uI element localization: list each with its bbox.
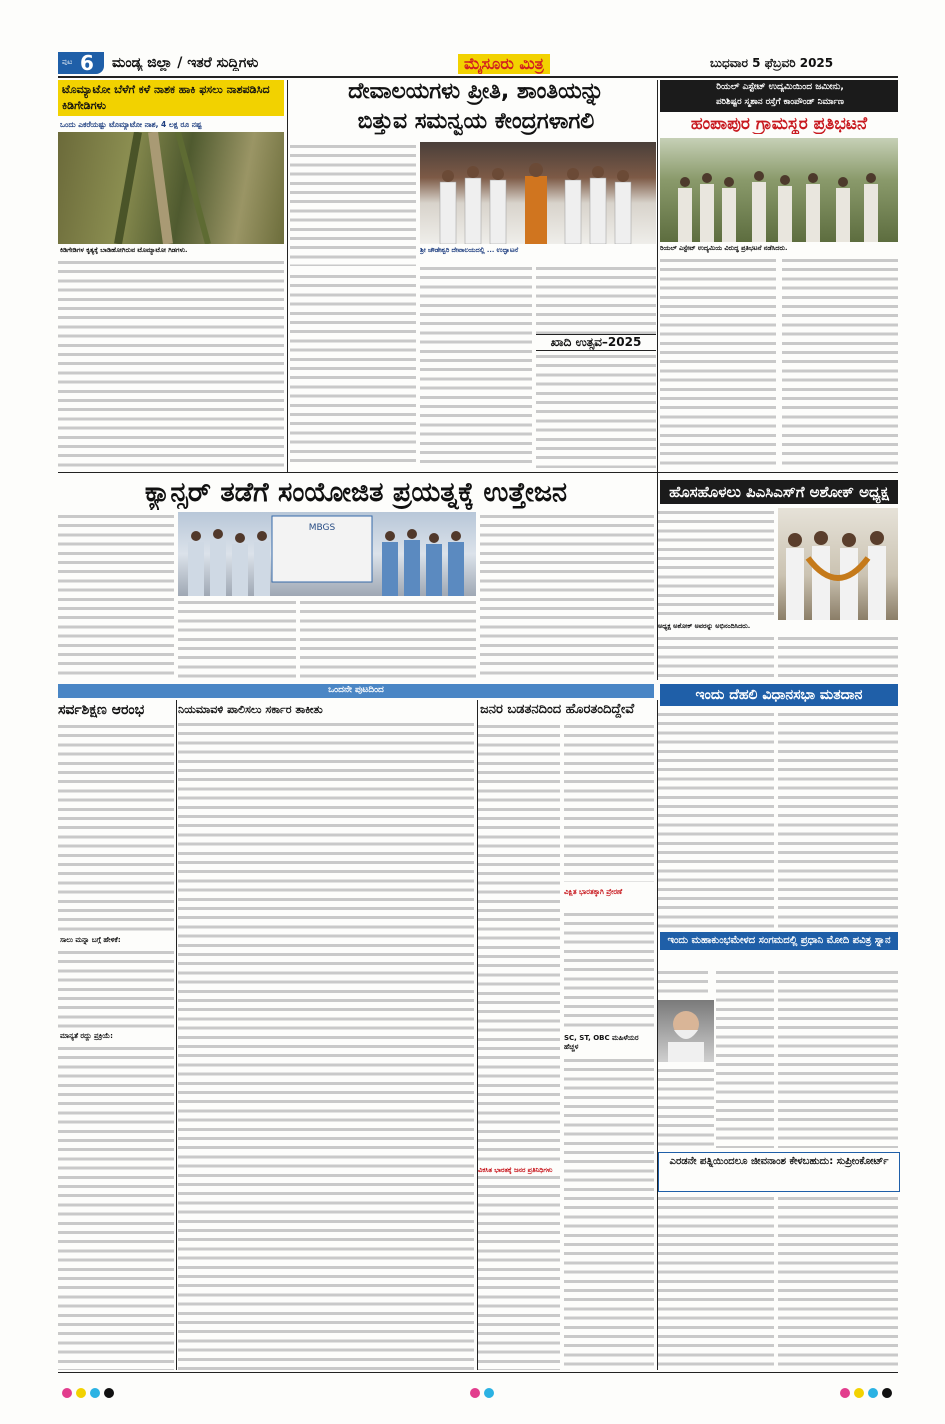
hosaholalu-body-3	[778, 634, 898, 678]
registration-mark	[854, 1388, 864, 1398]
sarvashiksha-subhead-1: ಸಾಲು ಮನ್ನಾ ಬಗ್ಗೆ ಹೇಳಿಕೆ:	[60, 936, 121, 944]
sarvashiksha-body-3	[58, 1044, 174, 1370]
bottom-rule	[58, 1372, 898, 1373]
janara-subhead-3: SC, ST, OBC ಮಹಿಳೆಯರ ಹೆಚ್ಚಳ	[564, 1034, 639, 1051]
hosaholalu-photo	[778, 508, 898, 620]
tomato-headline: ಟೊಮ್ಯಾಟೋ ಬೆಳೆಗೆ ಕಳೆ ನಾಶಕ ಹಾಕಿ ಫಸಲು ನಾಶಪಡಿಸಿದ ಕಿಡಿಗೇಡಿಗಳು	[62, 83, 270, 112]
pm-portrait-graphic	[658, 1000, 714, 1062]
felicitation-graphic	[778, 508, 898, 620]
registration-mark	[104, 1388, 114, 1398]
tomato-caption: ಕಿಡಿಗೇಡಿಗಳ ಕೃತ್ಯಕ್ಕೆ ಬಾಡಿಹೋಗಿರುವ ಟೊಮ್ಯಾಟೋ ಗಿಡಗಳು.	[60, 246, 188, 254]
column-rule	[657, 700, 658, 1370]
khadi-body	[536, 352, 656, 468]
hampapura-kicker-2: ಪರಿಶಿಷ್ಟರ ಸ್ಮಶಾನ ರಸ್ತೆಗೆ ಕಾಂಪೌಂಡ್ ನಿರ್ಮಾಣ	[716, 97, 844, 107]
tomato-subhead: ಒಂದು ಎಕರೆಯಷ್ಟು ಟೊಮ್ಯಾಟೋ ನಾಶ, 4 ಲಕ್ಷ ರೂ ನಷ್ಟ	[60, 120, 202, 129]
temples-headline-line2: ಬಿತ್ತುವ ಸಮನ್ವಯ ಕೇಂದ್ರಗಳಾಗಲಿ	[357, 109, 595, 134]
registration-mark	[868, 1388, 878, 1398]
delhi-headline: ಇಂದು ದೆಹಲಿ ವಿಧಾನಸಭಾ ಮತದಾನ	[660, 684, 898, 706]
kumbh-body-3	[658, 1066, 714, 1148]
registration-mark	[76, 1388, 86, 1398]
temples-body-right	[536, 264, 656, 334]
temples-body-left	[290, 142, 416, 266]
marriage-body-2	[778, 1194, 898, 1370]
marriage-headline: ಎರಡನೇ ಪತ್ನಿಯಿಂದಲೂ ಜೀವನಾಂಶ ಕೇಳಬಹುದು: ಸುಪ್ರೀಂಕೋರ್ಟ್	[669, 1156, 889, 1167]
hampapura-protest-photo	[660, 138, 898, 242]
sarvashiksha-body-1	[58, 722, 174, 932]
row1-rule	[58, 472, 898, 473]
cancer-body-2	[178, 598, 296, 678]
kumbh-body-2	[716, 968, 774, 1148]
page-label: ಪುಟ	[62, 58, 73, 66]
cancer-group-graphic	[178, 512, 476, 596]
column-rule	[287, 80, 288, 472]
issue-date: ಬುಧವಾರ 5 ಫೆಬ್ರವರಿ 2025	[710, 56, 834, 70]
hampapura-body-right	[782, 256, 898, 468]
hampapura-headline: ಹಂಪಾಪುರ ಗ್ರಾಮಸ್ಥರ ಪ್ರತಿಭಟನೆ	[690, 114, 868, 134]
hampapura-caption: ರಿಯಲ್ ಎಸ್ಟೇಟ್ ಉದ್ಯಮಿಯ ವಿರುದ್ಧ ಪ್ರತಿಭಟನೆ ನಡೆಸಿದರು.	[660, 244, 788, 252]
page-number-badge	[58, 52, 104, 74]
temple-people-graphic	[420, 142, 656, 244]
registration-mark	[470, 1388, 480, 1398]
registration-mark	[882, 1388, 892, 1398]
delhi-body-1	[658, 710, 774, 928]
policy-headline: ನಿಯಮಾವಳಿ ಪಾಲಿಸಲು ಸರ್ಕಾರ ತಾಕೀತು	[178, 703, 323, 716]
column-rule	[657, 80, 658, 680]
khadi-heading: ಖಾದಿ ಉತ್ಸವ–2025	[536, 334, 656, 351]
column-rule	[176, 700, 177, 1370]
column-rule	[477, 700, 478, 1370]
protest-crowd-graphic	[660, 138, 898, 242]
cancer-event-photo	[178, 512, 476, 596]
paper-name: ಮೈಸೂರು ಮಿತ್ರ	[458, 54, 550, 74]
masthead	[58, 52, 898, 76]
hosaholalu-body-1	[658, 508, 774, 620]
continued-banner	[58, 684, 654, 698]
delhi-body-2	[778, 710, 898, 928]
temples-body-middle	[420, 264, 532, 468]
registration-mark	[90, 1388, 100, 1398]
policy-body-1	[178, 720, 474, 1370]
hampapura-kicker-1: ರಿಯಲ್ ಎಸ್ಟೇಟ್ ಉದ್ಯಮಿಯಿಂದ ಜಮೀನು,	[716, 82, 844, 92]
hampapura-body-left	[660, 256, 776, 468]
janara-headline: ಜನರ ಬಡತನದಿಂದ ಹೊರತಂದಿದ್ದೇವೆ	[480, 702, 635, 717]
cancer-body-1	[58, 512, 174, 678]
page-number: 6	[80, 51, 94, 75]
kumbh-body-4	[778, 968, 898, 1148]
temples-body-left-2	[290, 272, 416, 468]
temple-inauguration-photo	[420, 142, 656, 244]
hosaholalu-caption: ಅಧ್ಯಕ್ಷ ಅಶೋಕ್ ಅವರನ್ನು ಅಭಿನಂದಿಸಿದರು.	[658, 622, 751, 630]
registration-mark	[840, 1388, 850, 1398]
sarvashiksha-subhead-2: ಮಾನ್ಯತೆ ರದ್ದು ಪ್ರಕ್ರಿಯೆ:	[60, 1032, 113, 1040]
janara-body-2	[564, 722, 654, 882]
registration-mark	[62, 1388, 72, 1398]
janara-body-3	[564, 910, 654, 1030]
registration-mark	[484, 1388, 494, 1398]
cancer-banner-text: MBGS	[308, 523, 336, 533]
tomato-body	[58, 258, 284, 468]
tomato-field-photo	[58, 132, 284, 244]
marriage-body-1	[658, 1194, 774, 1370]
pm-portrait-photo	[658, 1000, 714, 1062]
janara-body-1	[478, 722, 560, 1370]
temple-caption: ಶ್ರೀ ಚೌಡೇಶ್ವರಿ ದೇವಾಲಯದಲ್ಲಿ ... ಉದ್ಘಾಟನೆ	[420, 246, 519, 254]
janara-body-4	[564, 1056, 654, 1370]
section-title: ಮಂಡ್ಯ ಜಿಲ್ಲಾ / ಇತರೆ ಸುದ್ದಿಗಳು	[112, 55, 259, 71]
cancer-body-3	[300, 598, 476, 678]
temples-headline-line1: ದೇವಾಲಯಗಳು ಪ್ರೀತಿ, ಶಾಂತಿಯನ್ನು	[348, 79, 604, 104]
hosaholalu-headline: ಹೊಸಹೊಳಲು ಪಿಎಸಿಎಸ್‌ಗೆ ಅಶೋಕ್ ಅಧ್ಯಕ್ಷ	[660, 480, 898, 504]
cancer-body-4	[480, 512, 654, 678]
cancer-headline: ಕ್ಯಾನ್ಸರ್ ತಡೆಗೆ ಸಂಯೋಜಿತ ಪ್ರಯತ್ನಕ್ಕೆ ಉತ್ತೇಜನ	[144, 477, 568, 508]
tomato-rows-graphic	[58, 132, 284, 244]
kumbh-headline: ಇಂದು ಮಹಾಕುಂಭಮೇಳದ ಸಂಗಮದಲ್ಲಿ ಪ್ರಧಾನಿ ಮೋದಿ ಪವಿತ್ರ ಸ್ನಾನ	[660, 932, 898, 950]
hosaholalu-body-2	[658, 634, 774, 678]
janara-subhead-2: ವಿಕಸಿತ ಭಾರತಕ್ಕೆ ಜನರ ಪ್ರತಿನಿಧಿಗಳು	[478, 1166, 560, 1175]
kumbh-body-1	[658, 968, 708, 998]
sarvashiksha-headline: ಸರ್ವಶಿಕ್ಷಣ ಆರಂಭ	[58, 702, 145, 718]
continued-banner-label: ಒಂದನೇ ಪುಟದಿಂದ	[328, 685, 384, 695]
sarvashiksha-body-2	[58, 948, 174, 1028]
janara-subhead-1: ವಿಕ್ಷಿತ ಭಾರತಕ್ಕಾಗಿ ಪ್ರೇರಣೆ	[564, 888, 623, 896]
